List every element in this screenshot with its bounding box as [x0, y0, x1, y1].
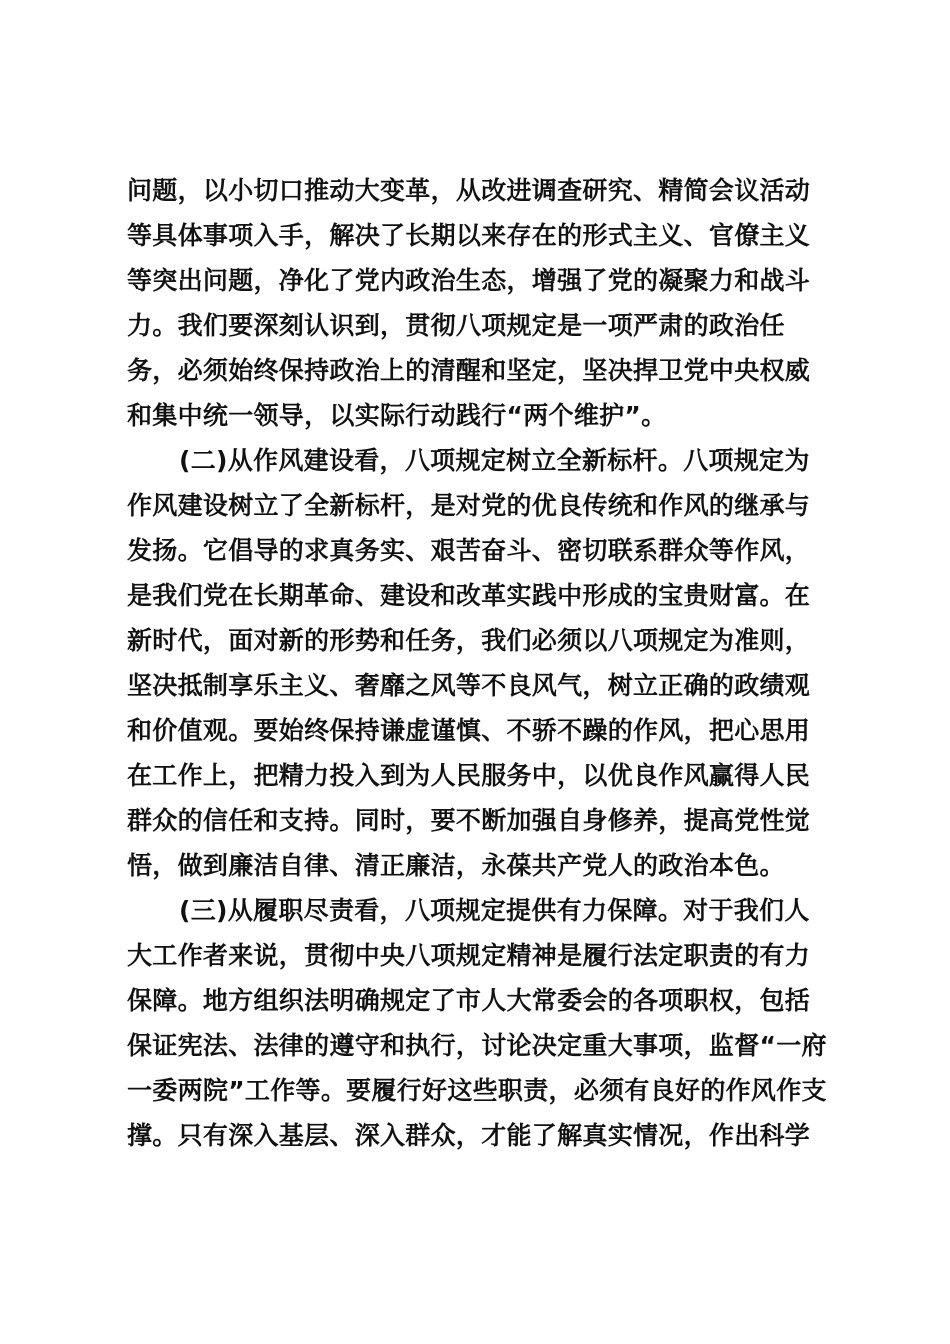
text-line: 等具体事项入手，解决了长期以来存在的形式主义、官僚主义 [127, 221, 811, 250]
section-heading-line: (三)从履职尽责看，八项规定提供有力保障。对于我们人 [179, 896, 810, 925]
text-line: 务，必须始终保持政治上的清醒和坚定，坚决捍卫党中央权威 [127, 356, 811, 385]
text-line: 和价值观。要始终保持谦虚谨慎、不骄不躁的作风，把心思用 [127, 716, 811, 745]
text-line: 等突出问题，净化了党内政治生态，增强了党的凝聚力和战斗 [127, 266, 811, 295]
text-line: 保障。地方组织法明确规定了市人大常委会的各项职权，包括 [127, 986, 811, 1015]
section-heading-line: (二)从作风建设看，八项规定树立全新标杆。八项规定为 [179, 446, 810, 475]
text-line: 问题，以小切口推动大变革，从改进调查研究、精简会议活动 [127, 176, 811, 205]
text-line: 悟，做到廉洁自律、清正廉洁，永葆共产党人的政治本色。 [127, 851, 785, 880]
text-line: 力。我们要深刻认识到，贯彻八项规定是一项严肃的政治任 [127, 311, 785, 340]
text-line: 新时代，面对新的形势和任务，我们必须以八项规定为准则， [127, 626, 811, 655]
text-line: 大工作者来说，贯彻中央八项规定精神是履行法定职责的有力 [127, 941, 811, 970]
text-line: 撑。只有深入基层、深入群众，才能了解真实情况，作出科学 [127, 1121, 811, 1150]
text-line: 一委两院”工作等。要履行好这些职责，必须有良好的作风作支 [127, 1076, 827, 1105]
text-line: 保证宪法、法律的遵守和执行，讨论决定重大事项，监督“一府 [127, 1031, 827, 1060]
body-text [127, 168, 847, 1158]
text-line: 群众的信任和支持。同时，要不断加强自身修养，提高党性觉 [127, 806, 811, 835]
text-line: 是我们党在长期革命、建设和改革实践中形成的宝贵财富。在 [127, 581, 811, 610]
text-line: 坚决抵制享乐主义、奢靡之风等不良风气，树立正确的政绩观 [127, 671, 811, 700]
text-line: 和集中统一领导，以实际行动践行“两个维护”。 [127, 401, 667, 430]
text-line: 发扬。它倡导的求真务实、艰苦奋斗、密切联系群众等作风， [127, 536, 811, 565]
text-line: 在工作上，把精力投入到为人民服务中，以优良作风赢得人民 [127, 761, 811, 790]
text-line: 作风建设树立了全新标杆，是对党的优良传统和作风的继承与 [127, 491, 811, 520]
